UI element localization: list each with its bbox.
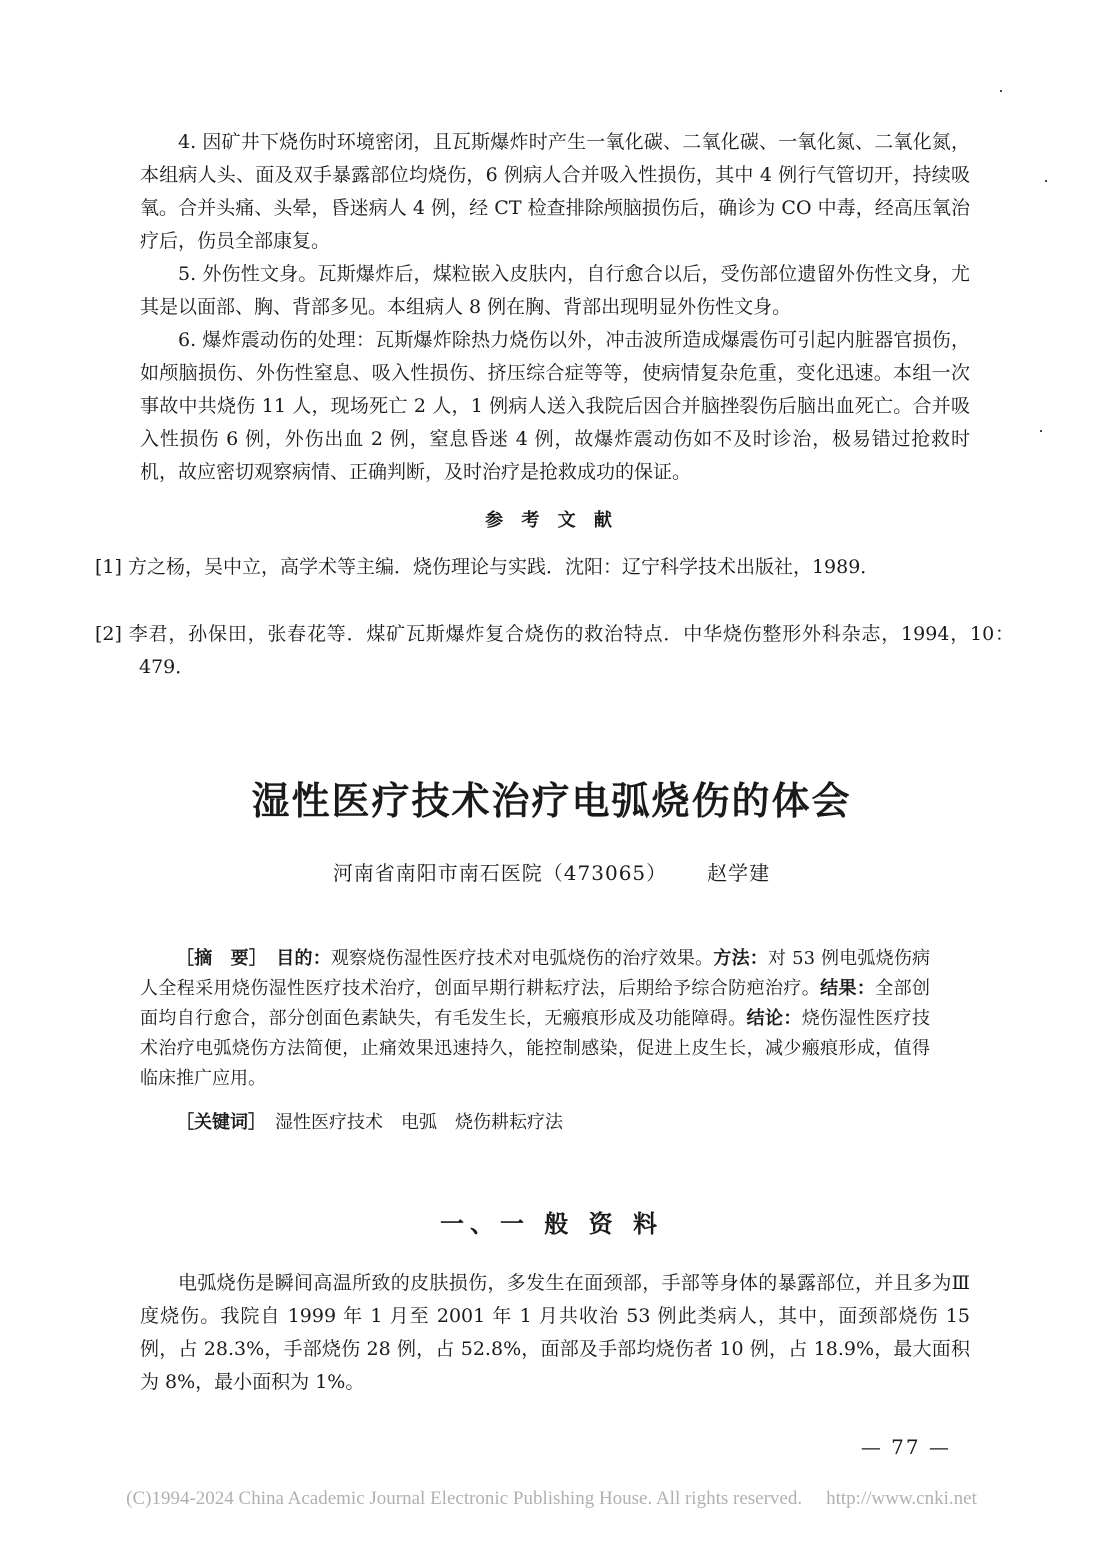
footer-url: http://www.cnki.net: [826, 1488, 977, 1509]
abstract-tag: ［摘 要］: [176, 948, 259, 969]
footer-copyright: (C)1994-2024 China Academic Journal Electronic Publishing House. All rights reserved.: [126, 1488, 803, 1509]
abstract-text-method: 对 53 例电弧烧伤病人全程采用烧伤湿性医疗技术治疗，创面早期行耕耘疗法，后期给予综合防疤治疗。: [140, 948, 931, 999]
scan-speck: [1045, 180, 1047, 182]
abstract-label-purpose: 目的：: [276, 948, 331, 969]
article-title: 湿性医疗技术治疗电弧烧伤的体会: [251, 779, 852, 823]
references-heading: 参 考 文 献: [485, 510, 618, 531]
page-number: — 77 —: [860, 1435, 951, 1459]
keywords: [140, 1108, 930, 1138]
abstract-label-conclusion: 结论：: [746, 1008, 802, 1029]
affiliation: 河南省南阳市南石医院（473065）: [332, 861, 668, 885]
reference-item-2: [2] 李君，孙保田，张春花等．煤矿瓦斯爆炸复合烧伤的救治特点．中华烧伤整形外科杂志，1994，10：479．: [95, 623, 1014, 678]
paragraph-item-4: 4. 因矿井下烧伤时环境密闭，且瓦斯爆炸时产生一氧化碳、二氧化碳、一氧化氮、二氧化氮，本组病人头、面及双手暴露部位均烧伤，6 例病人合并吸入性损伤，其中 4 例行气管切开，持续吸氧。合并头痛、头晕，昏迷病人 4 例，经 CT 检查排除颅脑损伤后，确诊为 CO 中毒，经高压氧治疗后，伤员全部康复。: [140, 131, 970, 252]
abstract-text-purpose: 观察烧伤湿性医疗技术对电弧烧伤的治疗效果。: [330, 948, 714, 969]
scan-speck: [1040, 430, 1042, 432]
footer: [0, 1488, 1103, 1510]
abstract-label-result: 结果：: [820, 978, 876, 999]
scan-speck: [1000, 90, 1002, 92]
abstract-label-method: 方法：: [713, 948, 768, 969]
abstract-text-conclusion: 烧伤湿性医疗技术治疗电弧烧伤方法简便，止痛效果迅速持久，能控制感染，促进上皮生长，减少瘢痕形成，值得临床推广应用。: [140, 1008, 931, 1089]
abstract-text-result: 全部创面均自行愈合，部分创面色素缺失，有毛发生长，无瘢痕形成及功能障碍。: [140, 978, 931, 1029]
section-paragraph: 电弧烧伤是瞬间高温所致的皮肤损伤，多发生在面颈部，手部等身体的暴露部位，并且多为Ⅲ度烧伤。我院自 1999 年 1 月至 2001 年 1 月共收治 53 例此类病人，其中，面颈部烧伤 15 例，占 28.3%，手部烧伤 28 例，占 52.8%，面部及手部均烧伤者 10 例，占 18.9%，最大面积为 8%，最小面积为 1%。: [140, 1272, 970, 1393]
abstract: [140, 944, 930, 1094]
paragraph-item-5: 5. 外伤性文身。瓦斯爆炸后，煤粒嵌入皮肤内，自行愈合以后，受伤部位遗留外伤性文身，尤其是以面部、胸、背部多见。本组病人 8 例在胸、背部出现明显外伤性文身。: [140, 263, 970, 318]
section-heading: 一、一 般 资 料: [439, 1210, 664, 1238]
author-name: 赵学建: [707, 861, 771, 885]
paragraph-item-6: 6. 爆炸震动伤的处理：瓦斯爆炸除热力烧伤以外，冲击波所造成爆震伤可引起内脏器官损伤，如颅脑损伤、外伤性窒息、吸入性损伤、挤压综合症等等，使病情复杂危重，变化迅速。本组一次事故中共烧伤 11 人，现场死亡 2 人，1 例病人送入我院后因合并脑挫裂伤后脑出血死亡。合并吸入性损伤 6 例，外伤出血 2 例，窒息昏迷 4 例，故爆炸震动伤如不及时诊治，极易错过抢救时机，故应密切观察病情、正确判断，及时治疗是抢救成功的保证。: [140, 329, 970, 483]
keywords-text: 湿性医疗技术 电弧 烧伤耕耘疗法: [275, 1112, 563, 1133]
reference-item-1: [1] 方之杨，吴中立，高学术等主编．烧伤理论与实践．沈阳：辽宁科学技术出版社，1989．: [95, 556, 880, 578]
affiliation-line: [0, 857, 1103, 886]
keywords-tag: ［关键词］: [176, 1112, 257, 1133]
